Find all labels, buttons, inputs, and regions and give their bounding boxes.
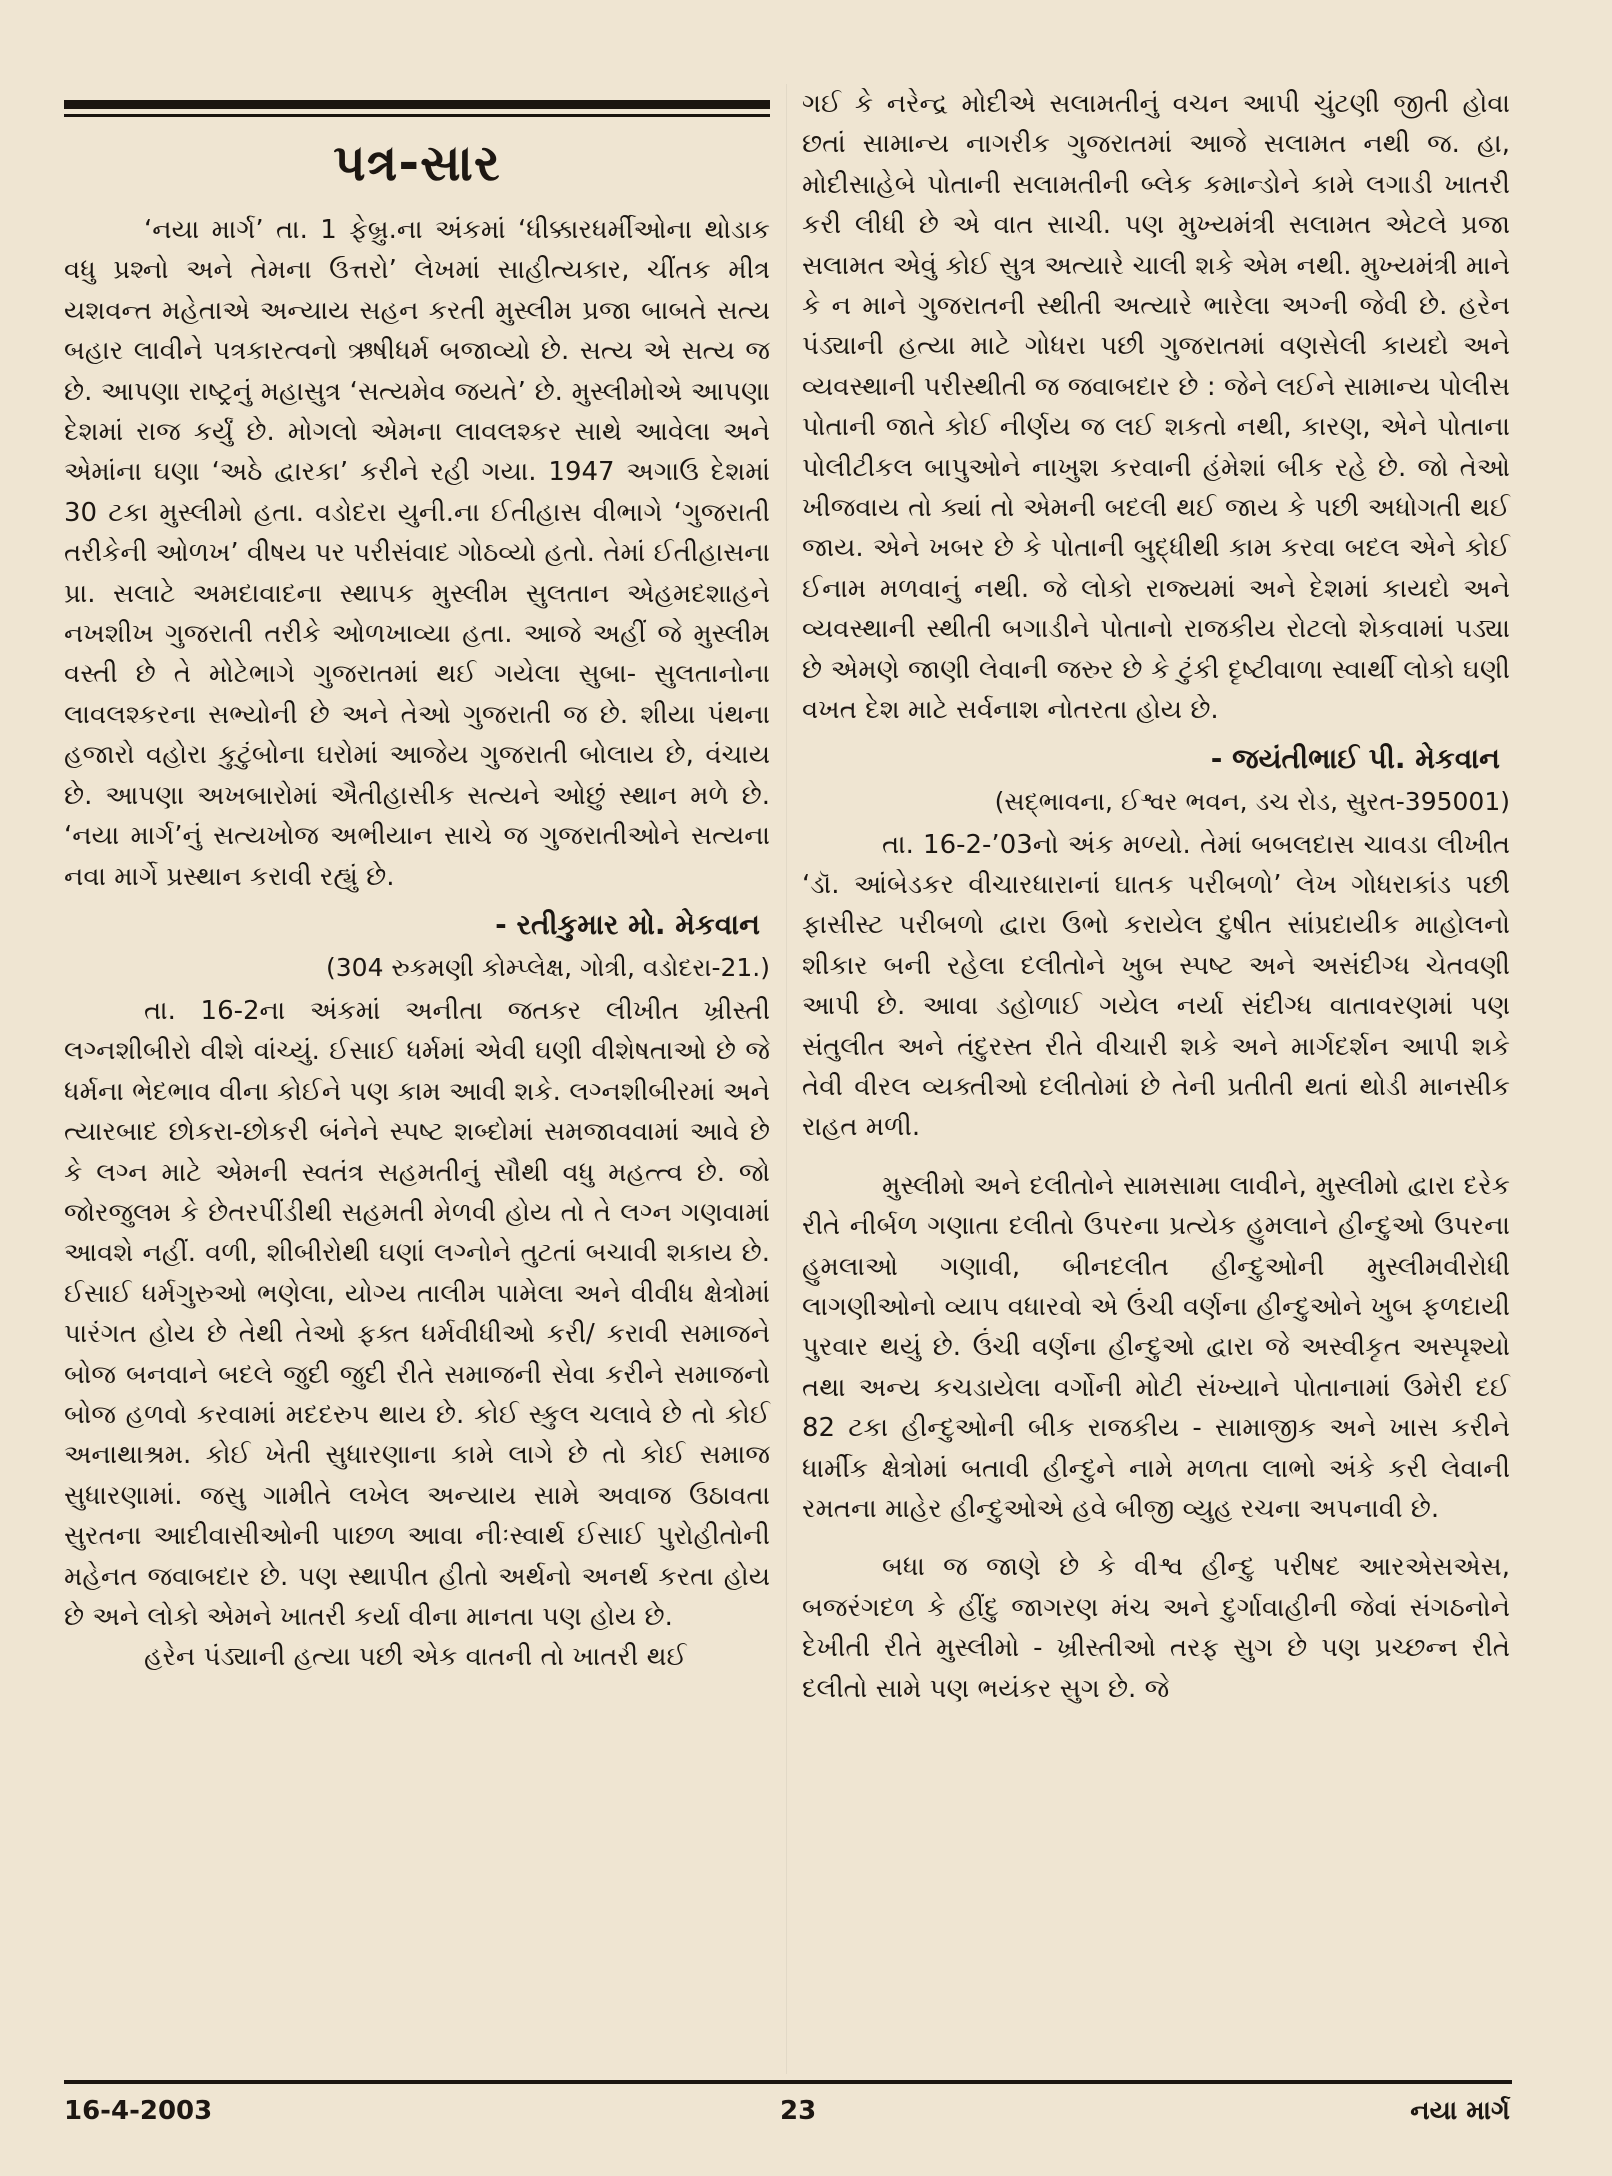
letter-2-text: તા. 16-2ના અંકમાં અનીતા જતકર લીખીત ખ્રીસ્તી લગ્નશીબીરો વીશે વાંચ્યું. ઈસાઈ ધર્મમાં એવી ઘણી વીશેષતાઓ છે જે ધર્મના ભેદભાવ વીના કોઈને પણ કામ આવી શકે. લગ્નશીબીરમાં અને ત્યારબાદ છોકરા-છોકરી બંનેને સ્પષ્ટ શબ્દોમાં સમજાવવામાં આવે છે કે લગ્ન માટે એમની સ્વતંત્ર સહમતીનું સૌથી વધુ મહત્ત્વ છે. જો જોરજુલમ કે છેતરપીંડીથી સહમતી મેળવી હોય તો તે લગ્ન ગણવામાં આવશે નહીં. વળી, શીબીરોથી ઘણાં લગ્નોને તુટતાં બચાવી શકાય છે. ઈસાઈ ધર્મગુરુઓ ભણેલા, યોગ્ય તાલીમ પામેલા અને વીવીધ ક્ષેત્રોમાં પારંગત હોય છે તેથી તેઓ ફક્ત ધર્મવીધીઓ કરી/ કરાવી સમાજને બોજ બનવાને બદલે જુદી જુદી રીતે સમાજની સેવા કરીને સમાજનો બોજ હળવો કરવામાં મદદરુપ થાય છે. કોઈ સ્કુલ ચલાવે છે તો કોઈ અનાથાશ્રમ. કોઈ ખેતી સુધારણાના કામે લાગે છે તો કોઈ સમાજ સુધારણામાં. જસુ ગામીતે લખેલ અન્યાય સામે અવાજ ઉઠાવતા સુરતના આદીવાસીઓની પાછળ આવા નીઃસ્વાર્થ ઈસાઈ પુરોહીતોની મહેનત જવાબદાર છે. પણ સ્થાપીત હીતો અર્થનો અનર્થ કરતા હોય છે અને લોકો એમને ખાતરી કર્યા વીના માનતા પણ હોય છે.: [64, 995, 770, 1632]
heading-rules: [64, 92, 770, 122]
letter-3-opening: હરેન પંડ્યાની હત્યા પછી એક વાતની તો ખાતરી થઈ: [144, 1642, 687, 1673]
magazine-name: નયા માર્ગ: [1410, 2096, 1510, 2126]
letter-1-text: ‘નયા માર્ગ’ તા. 1 ફેબ્રુ.ના અંકમાં ‘ધીક્કારધર્મીઓના થોડાક વધુ પ્રશ્નો અને તેમના ઉત્તરો’ લેખમાં સાહીત્યકાર, ચીંતક મીત્ર યશવન્ત મહેતાએ અન્યાય સહન કરતી મુસ્લીમ પ્રજા બાબતે સત્ય બહાર લાવીને પત્રકારત્વનો ઋષીધર્મ બજાવ્યો છે. સત્ય એ સત્ય જ છે. આપણા રાષ્ટ્રનું મહાસુત્ર ‘સત્યમેવ જયતે’ છે. મુસ્લીમોએ આપણા દેશમાં રાજ કર્યું છે. મોગલો એમના લાવલશ્કર સાથે આવેલા અને એમાંના ઘણા ‘અઠે દ્વારકા’ કરીને રહી ગયા. 1947 અગાઉ દેશમાં 30 ટકા મુસ્લીમો હતા. વડોદરા યુની.ના ઈતીહાસ વીભાગે ‘ગુજરાતી તરીકેની ઓળખ’ વીષય પર પરીસંવાદ ગોઠવ્યો હતો. તેમાં ઈતીહાસના પ્રા. સલાટે અમદાવાદના સ્થાપક મુસ્લીમ સુલતાન એહમદશાહને નખશીખ ગુજરાતી તરીકે ઓળખાવ્યા હતા. આજે અહીં જે મુસ્લીમ વસ્તી છે તે મોટેભાગે ગુજરાતમાં થઈ ગયેલા સુબા- સુલતાનોના લાવલશ્કરના સભ્યોની છે અને તેઓ ગુજરાતી જ છે. શીયા પંથના હજારો વહોરા કુટુંબોના ઘરોમાં આજેય ગુજરાતી બોલાય છે, વંચાય છે. આપણા અખબારોમાં ઐતીહાસીક સત્યને ઓછું સ્થાન મળે છે. ‘નયા માર્ગ’નું સત્યખોજ અભીયાન સાચે જ ગુજરાતીઓને સત્યના નવા માર્ગે પ્રસ્થાન કરાવી રહ્યું છે.: [64, 215, 770, 892]
column-separator: [786, 84, 787, 2074]
left-column: [64, 92, 770, 1678]
letter-4-paragraph-2: મુસ્લીમો અને દલીતોને સામસામા લાવીને, મુસ્લીમો દ્વારા દરેક રીતે નીર્બળ ગણાતા દલીતો ઉપરના પ્રત્યેક હુમલાને હીન્દુઓ ઉપરના હુમલાઓ ગણાવી, બીનદલીત હીન્દુઓની મુસ્લીમવીરોધી લાગણીઓનો વ્યાપ વધારવો એ ઉંચી વર્ણના હીન્દુઓને ખુબ ફળદાયી પુરવાર થયું છે. ઉંચી વર્ણના હીન્દુઓ દ્વારા જે અસ્વીકૃત અસ્પૃશ્યો તથા અન્ય કચડાયેલા વર્ગોની મોટી સંખ્યાને પોતાનામાં ઉમેરી દઈ 82 ટકા હીન્દુઓની બીક રાજકીય - સામાજીક અને ખાસ કરીને ધાર્મીક ક્ષેત્રોમાં બતાવી હીન્દુને નામે મળતા લાભો અંકે કરી લેવાની રમતના માહેર હીન્દુઓએ હવે બીજી વ્યુહ રચના અપનાવી છે.: [802, 1170, 1510, 1524]
letter-4-paragraph-3: બધા જ જાણે છે કે વીશ્વ હીન્દુ પરીષદ આરએસએસ, બજરંગદળ કે હીંદુ જાગરણ મંચ અને દુર્ગાવાહીની જેવાં સંગઠનોને દેખીતી રીતે મુસ્લીમો - ખ્રીસ્તીઓ તરફ સુગ છે પણ પ્રચ્છન્ન રીતે દલીતો સામે પણ ભયંકર સુગ છે. જે: [802, 1552, 1510, 1704]
right-column: [802, 84, 1510, 1709]
section-heading: પત્ર-સાર: [333, 134, 501, 192]
thick-rule: [64, 100, 770, 109]
footer-date: 16-4-2003: [64, 2096, 213, 2126]
letter-1-address: (304 રુકમણી કોમ્પ્લેક્ષ, ગોત્રી, વડોદરા-21.): [326, 952, 770, 982]
letter-4-text: તા. 16-2-’03નો અંક મળ્યો. તેમાં બબલદાસ ચાવડા લીખીત ‘ડૉ. આંબેડકર વીચારધારાનાં ઘાતક પરીબળો’ લેખ ગોધરાકાંડ પછી ફાસીસ્ટ પરીબળો દ્વારા ઉભો કરાયેલ દુષીત સાંપ્રદાયીક માહોલનો શીકાર બની રહેલા દલીતોને ખુબ સ્પષ્ટ અને અસંદીગ્ધ ચેતવણી આપી છે. આવા ડહોળાઈ ગયેલ નર્યા સંદીગ્ધ વાતાવરણમાં પણ સંતુલીત અને તંદુરસ્ત રીતે વીચારી શકે અને માર્ગદર્શન આપી શકે તેવી વીરલ વ્યક્તીઓ દલીતોમાં છે તેની પ્રતીતી થતાં થોડી માનસીક રાહત મળી.: [802, 829, 1510, 1143]
letter-3-address: (સદ્‌ભાવના, ઈશ્વર ભવન, ડચ રોડ, સુરત-395001): [994, 786, 1510, 816]
page-number: 23: [780, 2096, 817, 2126]
letter-1-signature: - રતીકુમાર મો. મેકવાન: [495, 907, 760, 941]
thin-rule: [64, 114, 770, 117]
footer-rule: [64, 2080, 1512, 2084]
letter-3-continuation: ગઈ કે નરેન્દ્ર મોદીએ સલામતીનું વચન આપી ચુંટણી જીતી હોવા છતાં સામાન્ય નાગરીક ગુજરાતમાં આજે સલામત નથી જ. હા, મોદીસાહેબે પોતાની સલામતીની બ્લેક કમાન્ડોને કામે લગાડી ખાતરી કરી લીધી છે એ વાત સાચી. પણ મુખ્યમંત્રી સલામત એટલે પ્રજા સલામત એવું કોઈ સુત્ર અત્યારે ચાલી શકે એમ નથી. મુખ્યમંત્રી માને કે ન માને ગુજરાતની સ્થીતી અત્યારે ભારેલા અગ્ની જેવી છે. હરેન પંડ્યાની હત્યા માટે ગોધરા પછી ગુજરાતમાં વણસેલી કાયદો અને વ્યવસ્થાની પરીસ્થીતી જ જવાબદાર છે : જેને લઈને સામાન્ય પોલીસ પોતાની જાતે કોઈ નીર્ણય જ લઈ શકતો નથી, કારણ, એને પોતાના પોલીટીકલ બાપુઓને નાખુશ કરવાની હંમેશાં બીક રહે છે. જો તેઓ ખીજવાય તો ક્યાં તો એમની બદલી થઈ જાય કે પછી અધોગતી થઈ જાય. એને ખબર છે કે પોતાની બુદ્ધીથી કામ કરવા બદલ એને કોઈ ઈનામ મળવાનું નથી. જે લોકો રાજ્યમાં અને દેશમાં કાયદો અને વ્યવસ્થાની સ્થીતી બગાડીને પોતાનો રાજકીય રોટલો શેકવામાં પડ્યા છે એમણે જાણી લેવાની જરુર છે કે ટુંકી દૃષ્ટીવાળા સ્વાર્થી લોકો ઘણી વખત દેશ માટે સર્વનાશ નોતરતા હોય છે.: [802, 89, 1510, 726]
letter-3-signature: - જયંતીભાઈ પી. મેકવાન: [1210, 741, 1500, 775]
